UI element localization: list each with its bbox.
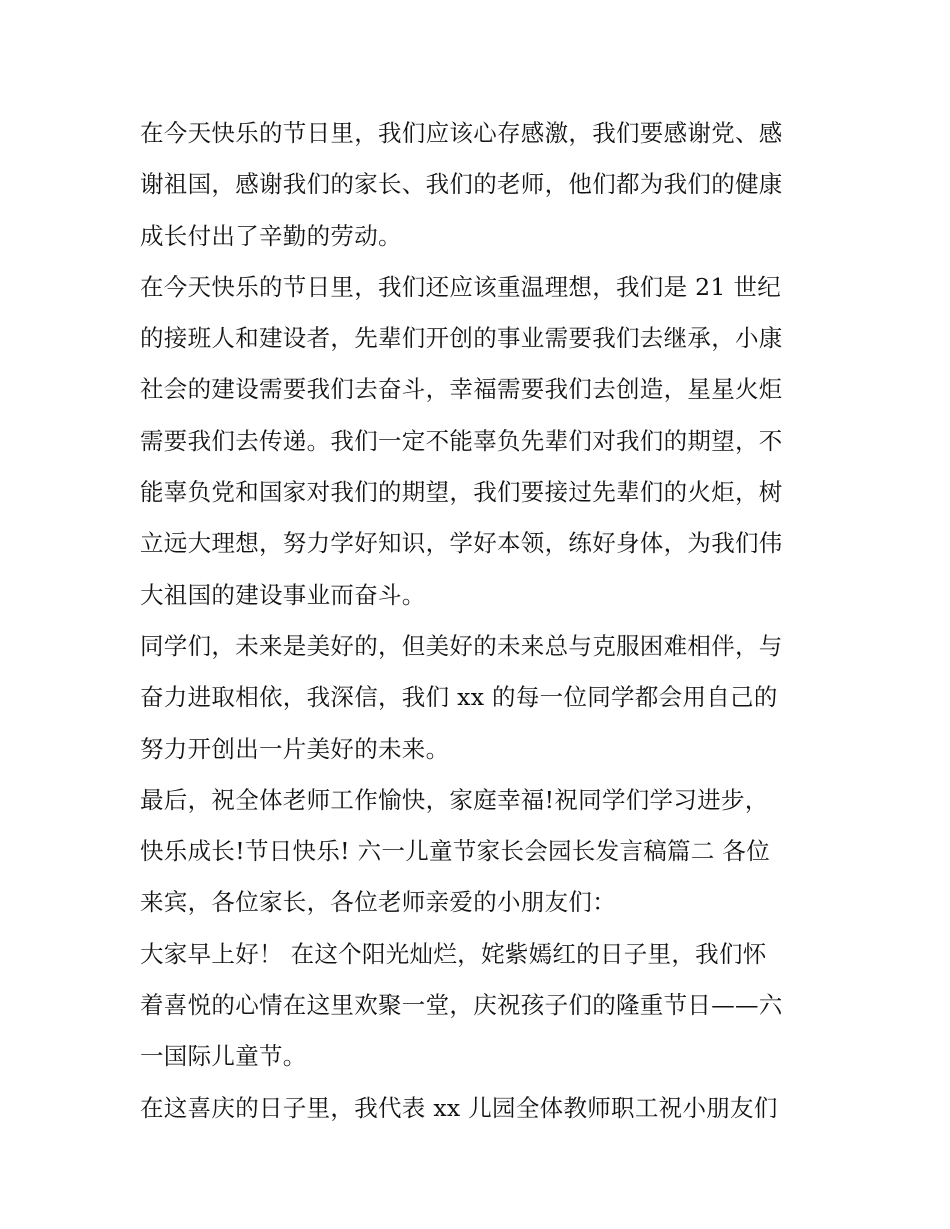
text-line: 努力开创出一片美好的未来。 (140, 734, 450, 763)
text-line: 一国际儿童节。 (140, 1042, 307, 1071)
text-line: 谢祖国，感谢我们的家长、我们的老师，他们都为我们的健康 (140, 170, 783, 199)
text-line: 的接班人和建设者，先辈们开创的事业需要我们去继承，小康 (140, 324, 783, 353)
text-line: 奋力进取相依，我深信，我们 xx 的每一位同学都会用自己的 (140, 683, 778, 712)
text-line: 大祖国的建设事业而奋斗。 (140, 580, 426, 609)
text-line: 立远大理想，努力学好知识，学好本领，练好身体，为我们伟 (140, 529, 783, 558)
text-line: 最后，祝全体老师工作愉快，家庭幸福!祝同学们学习进步， (140, 785, 769, 814)
text-line: 社会的建设需要我们去奋斗，幸福需要我们去创造，星星火炬 (140, 375, 783, 404)
text-line: 在今天快乐的节日里，我们应该心存感激，我们要感谢党、感 (140, 119, 783, 147)
text-line: 在今天快乐的节日里，我们还应该重温理想，我们是 21 世纪 (140, 272, 782, 301)
text-line: 大家早上好！ 在这个阳光灿烂，姹紫嫣红的日子里，我们怀 (140, 939, 767, 968)
text-line: 需要我们去传递。我们一定不能辜负先辈们对我们的期望，不 (140, 426, 783, 455)
text-line: 来宾，各位家长，各位老师亲爱的小朋友们： (140, 888, 616, 917)
text-line: 在这喜庆的日子里，我代表 xx 儿园全体教师职工祝小朋友们 (140, 1093, 778, 1122)
text-line: 能辜负党和国家对我们的期望，我们要接过先辈们的火炬，树 (140, 478, 783, 507)
text-line: 同学们，未来是美好的，但美好的未来总与克服困难相伴，与 (140, 631, 783, 660)
body-text (140, 108, 820, 1134)
text-line: 成长付出了辛勤的劳动。 (140, 221, 402, 250)
text-line: 快乐成长!节日快乐! 六一儿童节家长会园长发言稿篇二 各位 (140, 837, 771, 866)
text-line: 着喜悦的心情在这里欢聚一堂，庆祝孩子们的隆重节日——六 (140, 991, 783, 1020)
